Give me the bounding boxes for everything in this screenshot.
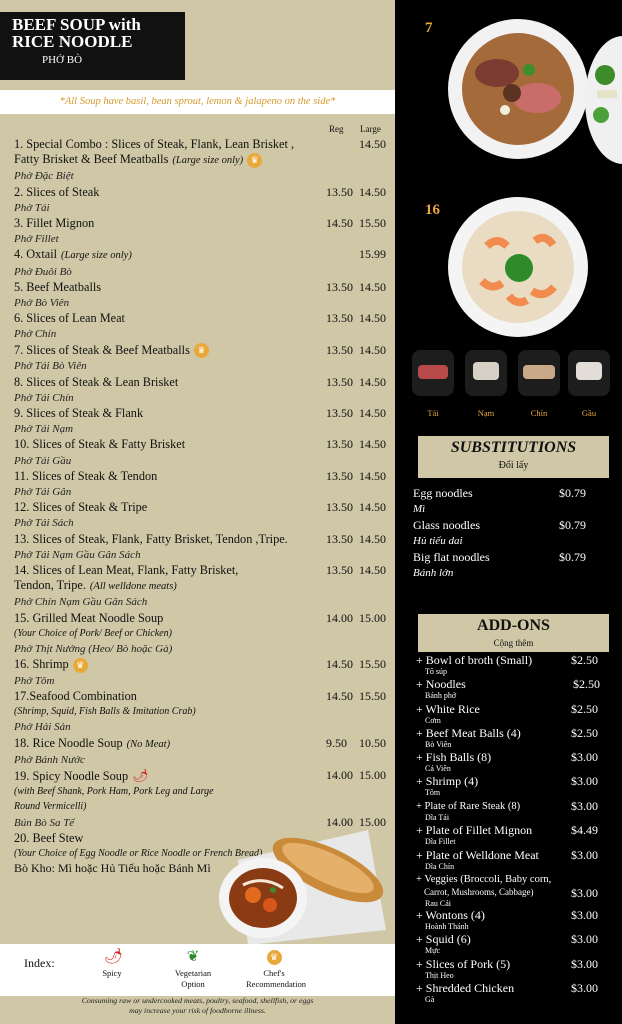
meat-label-tai: Tái	[427, 408, 439, 418]
menu-item-vietnamese: Phở Hải Sản	[14, 721, 71, 734]
addon-name: + Fish Balls (8)	[416, 750, 492, 764]
menu-item	[14, 657, 394, 689]
menu-item-line	[14, 280, 394, 295]
menu-item-vietnamese: Phở Bò Viên	[14, 297, 70, 310]
menu-item-vietnamese: Bò Kho: Mì hoặc Hủ Tiếu hoặc Bánh Mì	[14, 861, 211, 876]
menu-item-vi-line	[14, 719, 394, 735]
menu-item	[14, 406, 394, 437]
price-reg: 13.50	[326, 342, 353, 357]
addon-price: $3.00	[571, 799, 598, 813]
addon-name: + White Rice	[416, 702, 480, 716]
soup-note: *All Soup have basil, bean sprout, lemon & jalapeno on the side*	[0, 90, 395, 114]
addon-price: $3.00	[571, 957, 598, 971]
meat-label-gau: Gầu	[581, 408, 597, 418]
addon-item	[416, 800, 606, 823]
menu-item-line	[14, 375, 394, 390]
menu-item-line	[14, 343, 394, 359]
menu-item-vietnamese: Phở Tái Gân	[14, 485, 72, 498]
addon-item	[416, 775, 606, 798]
addon-price: $4.49	[571, 823, 598, 837]
addon-vietnamese: Tôm	[425, 788, 441, 797]
addon-item	[416, 982, 606, 1005]
price-reg: 13.50	[326, 405, 353, 420]
menu-item	[14, 216, 394, 247]
menu-item-vietnamese: Phở Tái Chín	[14, 391, 74, 404]
food-warning-line2: may increase your risk of foodborne illness.	[129, 1005, 266, 1015]
menu-item-line	[14, 247, 394, 263]
menu-item-note: (All welldone meats)	[89, 581, 177, 593]
meat-gau-photo	[568, 350, 610, 396]
addon-name-line2: Carrot, Mushrooms, Cabbage)	[424, 887, 534, 897]
pepper-icon: 🌶	[104, 949, 124, 965]
addon-price: $2.50	[571, 702, 598, 716]
substitutions-title-vi: Đổi lấy	[498, 460, 529, 471]
addon-item	[416, 727, 606, 750]
menu-item-name: 3. Fillet Mignon	[14, 216, 95, 231]
price-reg: 13.50	[326, 311, 353, 326]
menu-item-vietnamese: Phở Chín	[14, 328, 57, 341]
price-large: 14.50	[359, 374, 386, 389]
pho-bowl-photo-7	[447, 18, 589, 160]
menu-item-vi-line	[14, 358, 394, 374]
price-large: 14.50	[359, 137, 386, 151]
menu-item-vietnamese: Phở Thịt Nướng (Heo/ Bò hoặc Gà)	[14, 642, 173, 655]
menu-item	[14, 736, 394, 768]
menu-item-description: (Your Choice of Pork/ Beef or Chicken)	[14, 627, 172, 639]
meat-label-chin: Chín	[530, 408, 548, 418]
menu-item-name: 2. Slices of Steak	[14, 184, 100, 199]
addon-vietnamese: Dĩa Chín	[425, 862, 455, 871]
menu-item	[14, 563, 394, 611]
index-label: Index:	[24, 956, 55, 970]
menu-item-vi-line	[14, 200, 394, 216]
menu-item-vietnamese: Phở Tái Nạm	[14, 423, 74, 436]
price-reg: 13.50	[326, 531, 353, 546]
addon-item	[416, 849, 606, 872]
menu-item-name: 8. Slices of Steak & Lean Brisket	[14, 374, 179, 389]
addon-item	[416, 824, 606, 847]
menu-item-vietnamese: Phở Đặc Biệt	[14, 170, 74, 183]
price-large: 14.50	[359, 342, 386, 357]
menu-item-line	[14, 311, 394, 326]
menu-item-vi-line	[14, 390, 394, 406]
price-reg: 14.50	[326, 216, 353, 231]
substitutions-title: SUBSTITUTIONS	[450, 439, 577, 456]
price-large: 14.50	[359, 311, 386, 326]
price-large: 14.50	[359, 437, 386, 452]
menu-item-vietnamese: Phở Tái Gầu	[14, 454, 72, 467]
menu-item-name: 1. Special Combo : Slices of Steak, Flank, Lean Brisket ,	[14, 137, 295, 151]
menu-item-line	[14, 768, 394, 784]
price-reg: 9.50	[326, 735, 347, 750]
substitution-vietnamese: Mì	[413, 503, 426, 515]
addon-item	[416, 751, 606, 774]
menu-item-vi-line	[14, 515, 394, 531]
price-large: 10.50	[359, 735, 386, 750]
price-reg: 14.00	[326, 814, 353, 829]
menu-item-vi-line	[14, 484, 394, 500]
garnish-plate-photo	[583, 35, 622, 165]
substitution-vietnamese: Bánh lớn	[413, 567, 454, 579]
addon-name: + Wontons (4)	[416, 908, 485, 922]
price-reg: 14.50	[326, 657, 353, 672]
price-large: 14.50	[359, 468, 386, 483]
food-warning-line1: Consuming raw or undercooked meats, poultry, seafood, shellfish, or eggs	[81, 996, 314, 1005]
addon-price: $3.00	[571, 886, 598, 900]
menu-item-name: 18. Rice Noodle Soup	[14, 735, 123, 750]
menu-item	[14, 469, 394, 500]
addon-name: + Beef Meat Balls (4)	[416, 726, 521, 740]
menu-item-name: 16. Shrimp	[14, 657, 69, 672]
menu-item-vi-line	[14, 453, 394, 469]
menu-item-name: 12. Slices of Steak & Tripe	[14, 500, 148, 515]
addon-vietnamese: Tô súp	[425, 667, 447, 676]
addon-item	[416, 958, 606, 981]
addon-name: + Squid (6)	[416, 932, 471, 946]
menu-item-vi-line	[14, 295, 394, 311]
menu-item-name: 15. Grilled Meat Noodle Soup	[14, 610, 164, 625]
price-large: 14.50	[359, 279, 386, 294]
menu-item-name: 4. Oxtail	[14, 247, 58, 262]
substitution-price: $0.79	[559, 486, 586, 500]
menu-item-line	[14, 657, 394, 673]
price-large: 14.50	[359, 562, 386, 577]
menu-item-name: 10. Slices of Steak & Fatty Brisket	[14, 437, 186, 452]
column-header-reg: Reg	[329, 124, 344, 134]
photo-number-16: 16	[425, 202, 440, 218]
addon-name: + Veggies (Broccoli, Baby corn,	[416, 874, 552, 885]
index-vegetarian	[168, 948, 218, 990]
menu-item	[14, 247, 394, 279]
menu-item-name: 13. Slices of Steak, Flank, Fatty Brisket, Tendon ,Tripe.	[14, 531, 288, 546]
addon-price: $2.50	[573, 677, 600, 691]
menu-item-name: 20. Beef Stew	[14, 830, 84, 845]
addon-price: $2.50	[571, 653, 598, 667]
menu-right-panel	[395, 0, 622, 1024]
menu-item	[14, 500, 394, 531]
price-reg: 14.00	[326, 610, 353, 625]
price-large: 14.50	[359, 500, 386, 515]
price-large: 15.50	[359, 216, 386, 231]
addon-vietnamese: Dĩa Tái	[425, 813, 450, 822]
menu-item-line	[14, 437, 394, 452]
index-spicy	[88, 948, 136, 979]
addon-item	[416, 873, 606, 909]
substitution-name: Glass noodles	[413, 518, 480, 532]
menu-item-name: 17.Seafood Combination	[14, 689, 137, 704]
menu-item-list	[14, 137, 394, 876]
addon-price: $3.00	[571, 750, 598, 764]
addon-price: $3.00	[571, 908, 598, 922]
menu-item-vietnamese: Phở Bánh Nước	[14, 753, 85, 766]
menu-item-description: (Your Choice of Egg Noodle or Rice Noodle or French Bread)	[14, 848, 263, 860]
menu-item	[14, 532, 394, 563]
price-large: 15.99	[359, 247, 386, 262]
addon-name: + Noodles	[416, 677, 466, 691]
menu-item-name: 7. Slices of Steak & Beef Meatballs	[14, 342, 190, 357]
crown-icon: ♛	[266, 948, 282, 966]
menu-item-line	[14, 469, 394, 484]
price-reg: 13.50	[326, 500, 353, 515]
index-chef-label-1: Chef's	[263, 968, 285, 978]
section-title-line2: RICE NOODLE	[12, 32, 133, 51]
addon-vietnamese: Gà	[425, 995, 435, 1004]
addons-title: ADD-ONS	[477, 617, 550, 634]
index-chef	[246, 948, 306, 990]
menu-item	[14, 437, 394, 468]
addon-item	[416, 909, 606, 932]
addon-name: + Shrimp (4)	[416, 774, 479, 788]
price-reg: 13.50	[326, 562, 353, 577]
addons-header	[418, 614, 609, 652]
menu-item-note: (Large size only)	[172, 155, 244, 167]
addon-item	[416, 654, 606, 677]
menu-item-name: 9. Slices of Steak & Flank	[14, 405, 144, 420]
menu-item-vi-line	[14, 673, 394, 689]
leaf-icon: ❦	[186, 949, 200, 965]
price-large: 14.50	[359, 531, 386, 546]
substitution-name: Egg noodles	[413, 486, 473, 500]
price-large: 15.00	[359, 768, 386, 783]
meat-chin-photo	[518, 350, 560, 396]
shrimp-pho-photo-16	[447, 196, 589, 338]
menu-item-name: 19. Spicy Noodle Soup	[14, 769, 129, 784]
addon-name: + Plate of Rare Steak (8)	[416, 801, 521, 812]
menu-item-line	[14, 406, 394, 421]
addon-price: $3.00	[571, 932, 598, 946]
price-reg: 13.50	[326, 374, 353, 389]
menu-item-note: (No Meat)	[126, 738, 171, 750]
menu-item-vi-line	[14, 326, 394, 342]
menu-item-vietnamese: Phở Đuôi Bò	[14, 265, 72, 278]
addon-vietnamese: Dĩa Fillet	[425, 837, 456, 846]
menu-item-description: (with Beef Shank, Pork Ham, Pork Leg and Large	[14, 786, 214, 798]
substitution-price: $0.79	[559, 550, 586, 564]
substitution-item	[413, 518, 613, 533]
menu-item-description: (Shrimp, Squid, Fish Balls & Imitation Crab)	[14, 706, 196, 718]
menu-item-vietnamese: Phở Chín Nạm Gầu Gân Sách	[14, 596, 148, 609]
addon-price: $3.00	[571, 981, 598, 995]
price-large: 14.50	[359, 184, 386, 199]
crown-icon: ♛	[247, 153, 262, 168]
substitution-vietnamese: Hủ tiếu dai	[413, 535, 463, 547]
addon-item	[416, 703, 606, 726]
substitution-item	[413, 486, 613, 501]
menu-item-line	[14, 152, 394, 168]
menu-item-description: Round Vermicelli)	[14, 801, 87, 813]
menu-item	[14, 689, 394, 736]
menu-item-vi-line	[14, 264, 394, 280]
price-large: 15.00	[359, 814, 386, 829]
substitution-name: Big flat noodles	[413, 550, 490, 564]
addon-vietnamese: Cơm	[425, 716, 441, 725]
substitution-item	[413, 550, 613, 565]
menu-item-line	[14, 578, 394, 594]
addon-price: $2.50	[571, 726, 598, 740]
meat-nam-photo	[465, 350, 507, 396]
addon-name: + Shredded Chicken	[416, 981, 515, 995]
index-vegetarian-label-1: Vegetarian	[174, 968, 212, 978]
menu-item-line	[14, 500, 394, 515]
menu-item	[14, 375, 394, 406]
menu-item-vi-line	[14, 547, 394, 563]
menu-item-vi-line	[14, 594, 394, 610]
menu-item-name: 5. Beef Meatballs	[14, 279, 102, 294]
addon-vietnamese: Mực	[425, 946, 440, 955]
price-large: 14.50	[359, 405, 386, 420]
addons-title-vi: Cộng thêm	[493, 638, 534, 648]
section-title-vi: PHỞ BÒ	[42, 54, 83, 66]
menu-item-line	[14, 611, 394, 626]
addon-name: + Plate of Welldone Meat	[416, 848, 539, 862]
menu-item	[14, 311, 394, 342]
index-chef-label-2: Recommendation	[246, 979, 306, 989]
substitution-price: $0.79	[559, 518, 586, 532]
menu-item-vi-line	[14, 752, 394, 768]
addon-vietnamese: Cá Viên	[425, 764, 451, 773]
substitutions-header	[418, 436, 609, 478]
price-reg: 13.50	[326, 184, 353, 199]
menu-item-name: 14. Slices of Lean Meat, Flank, Fatty Brisket,	[14, 562, 239, 577]
section-title-line1: BEEF SOUP with	[12, 15, 141, 34]
beef-stew-photo	[218, 820, 388, 945]
pepper-icon: 🌶	[132, 768, 149, 784]
menu-item	[14, 137, 394, 185]
menu-item-vietnamese: Phở Tái Sách	[14, 517, 74, 530]
menu-item-name: 11. Slices of Steak & Tendon	[14, 468, 158, 483]
addon-vietnamese: Bò Viên	[425, 740, 452, 749]
meat-tai-photo	[412, 350, 454, 396]
menu-item-vietnamese: Phở Tái Nạm Gầu Gân Sách	[14, 548, 141, 561]
index-spicy-label: Spicy	[102, 968, 122, 978]
menu-item-vi-line	[14, 168, 394, 184]
price-reg: 13.50	[326, 468, 353, 483]
menu-item-vi-line	[14, 231, 394, 247]
column-header-large: Large	[360, 124, 381, 134]
menu-item-vietnamese: Phở Tôm	[14, 674, 55, 687]
addon-vietnamese: Thịt Heo	[425, 971, 454, 980]
addon-item	[416, 678, 606, 701]
meat-label-nam: Nạm	[477, 408, 495, 418]
price-large: 15.50	[359, 657, 386, 672]
menu-item-line	[14, 185, 394, 200]
menu-item-line	[14, 689, 394, 704]
index-legend	[0, 944, 395, 996]
addon-name: + Bowl of broth (Small)	[416, 653, 533, 667]
price-large: 15.00	[359, 610, 386, 625]
menu-item-vi-line	[14, 641, 394, 657]
menu-item-name: Fatty Brisket & Beef Meatballs	[14, 152, 169, 167]
menu-item-line	[14, 736, 394, 752]
menu-item-name: Tendon, Tripe.	[14, 578, 86, 593]
price-reg: 13.50	[326, 279, 353, 294]
menu-item-line	[14, 216, 394, 231]
menu-item	[14, 185, 394, 216]
price-reg: 13.50	[326, 437, 353, 452]
food-warning	[0, 996, 395, 1015]
addon-item	[416, 933, 606, 956]
index-vegetarian-label-2: Option	[181, 979, 205, 989]
menu-item-line	[14, 563, 394, 578]
addon-price: $3.00	[571, 774, 598, 788]
menu-item-line	[14, 532, 394, 547]
crown-icon: ♛	[194, 343, 209, 358]
menu-item-line	[14, 137, 394, 152]
menu-item-vietnamese: Phở Tái	[14, 201, 50, 214]
price-reg: 14.50	[326, 689, 353, 704]
menu-item-vietnamese: Phở Fillet	[14, 233, 59, 246]
addon-vietnamese: Rau Cải	[425, 899, 451, 908]
menu-item-vi-line	[14, 421, 394, 437]
menu-item	[14, 611, 394, 658]
addon-name: + Slices of Pork (5)	[416, 957, 511, 971]
section-title-box	[0, 12, 185, 80]
addon-vietnamese: Bánh phở	[425, 691, 457, 700]
menu-item	[14, 343, 394, 375]
photo-number-7: 7	[425, 20, 433, 36]
addon-price: $3.00	[571, 848, 598, 862]
menu-item	[14, 280, 394, 311]
menu-item-note: (Large size only)	[61, 250, 132, 262]
addon-name: + Plate of Fillet Mignon	[416, 823, 533, 837]
price-reg: 14.00	[326, 768, 353, 783]
crown-icon: ♛	[73, 658, 88, 673]
menu-item-name: 6. Slices of Lean Meat	[14, 311, 125, 326]
addon-vietnamese: Hoành Thánh	[425, 922, 469, 931]
price-large: 15.50	[359, 689, 386, 704]
menu-item-vietnamese: Phở Tái Bò Viên	[14, 360, 87, 373]
menu-item-vietnamese: Bún Bò Sa Tế	[14, 816, 75, 829]
